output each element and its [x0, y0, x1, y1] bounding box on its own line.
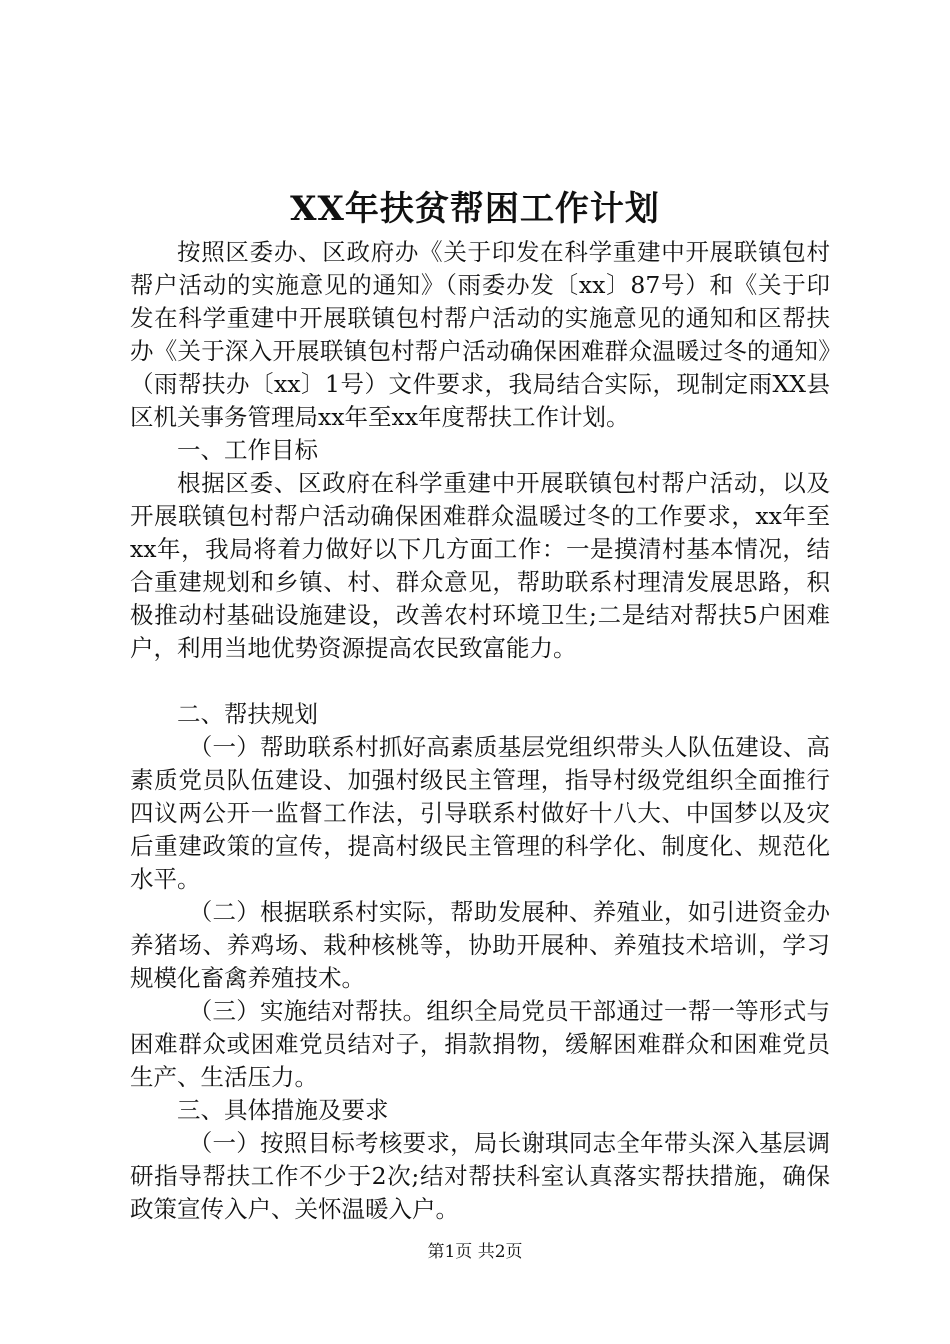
goals-paragraph: 根据区委、区政府在科学重建中开展联镇包村帮户活动，以及开展联镇包村帮户活动确保困难群众温暖过冬的工作要求，xx年至xx年，我局将着力做好以下几方面工作：一是摸清村基本情况，结合重建规划和乡镇、村、群众意见，帮助联系村理清发展思路，积极推动村基础设施建设，改善农村环境卫生;二是结对帮扶5户困难户，利用当地优势资源提高农民致富能力。 [130, 469, 830, 662]
paragraph-gap [130, 665, 830, 698]
plan-item-1: （一）帮助联系村抓好高素质基层党组织带头人队伍建设、高素质党员队伍建设、加强村级民主管理，指导村级党组织全面推行四议两公开一监督工作法，引导联系村做好十八大、中国梦以及灾后重建政策的宣传，提高村级民主管理的科学化、制度化、规范化水平。 [130, 733, 830, 893]
plan-item-3: （三）实施结对帮扶。组织全局党员干部通过一帮一等形式与困难群众或困难党员结对子，捐款捐物，缓解困难群众和困难党员生产、生活压力。 [130, 997, 830, 1091]
document-body [130, 236, 830, 1226]
document-title: XX年扶贫帮困工作计划 [290, 189, 660, 229]
section-heading-measures: 三、具体措施及要求 [177, 1096, 389, 1124]
measures-item-1: （一）按照目标考核要求，局长谢琪同志全年带头深入基层调研指导帮扶工作不少于2次;结对帮扶科室认真落实帮扶措施，确保政策宣传入户、关怀温暖入户。 [130, 1129, 830, 1223]
plan-item-2: （二）根据联系村实际，帮助发展种、养殖业，如引进资金办养猪场、养鸡场、栽种核桃等，协助开展种、养殖技术培训，学习规模化畜禽养殖技术。 [130, 898, 830, 992]
section-heading-plan: 二、帮扶规划 [177, 700, 318, 728]
intro-paragraph: 按照区委办、区政府办《关于印发在科学重建中开展联镇包村帮户活动的实施意见的通知》（雨委办发〔xx〕87号）和《关于印发在科学重建中开展联镇包村帮户活动的实施意见的通知和区帮扶办《关于深入开展联镇包村帮户活动确保困难群众温暖过冬的通知》（雨帮扶办〔xx〕1号）文件要求，我局结合实际，现制定雨XX县区机关事务管理局xx年至xx年度帮扶工作计划。 [130, 238, 830, 431]
section-heading-goals: 一、工作目标 [177, 436, 318, 464]
page-footer: 第1页 共2页 [427, 1242, 523, 1262]
